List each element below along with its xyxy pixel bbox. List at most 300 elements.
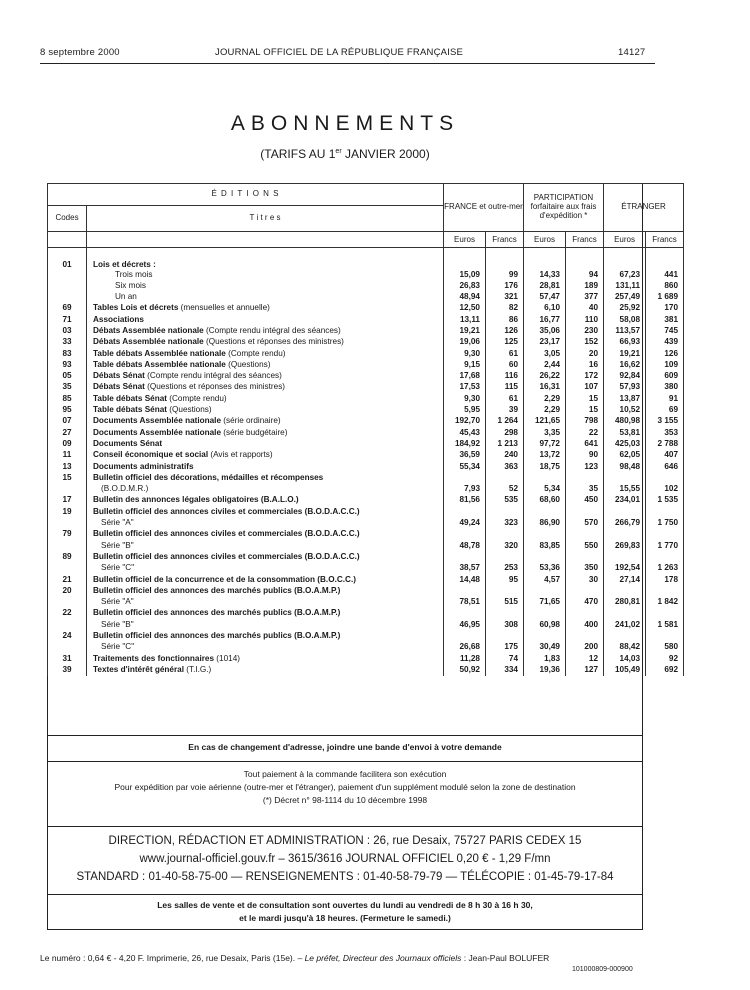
price-cell: 14,33 [524, 270, 566, 281]
price-cell: 88,42 [604, 642, 646, 653]
price-cell: 71,65 [524, 597, 566, 608]
price-cell: 18,75 [524, 462, 566, 473]
price-cell: 16,62 [604, 360, 646, 371]
footer-reference: 101000809-000900 [572, 966, 633, 973]
price-cell: 19,36 [524, 665, 566, 676]
row-title: Conseil économique et social (Avis et rapports) [87, 450, 444, 461]
price-cell: 53,36 [524, 563, 566, 574]
payment-line-2: Pour expédition par voie aérienne (outre-mer et l'étranger), paiement d'un supplément modulé selon la zone de destination [114, 782, 576, 792]
price-cell: 1 535 [646, 495, 684, 506]
price-cell: 81,56 [444, 495, 486, 506]
price-cell: 52 [486, 484, 524, 495]
price-cell: 91 [646, 394, 684, 405]
page-title: ABONNEMENTS [230, 112, 460, 135]
price-cell: 9,30 [444, 394, 486, 405]
unit-cell: Euros [444, 232, 486, 248]
price-cell: 26,22 [524, 371, 566, 382]
price-cell [444, 586, 486, 597]
price-cell: 2,44 [524, 360, 566, 371]
table-row [48, 518, 684, 529]
price-cell: 480,98 [604, 416, 646, 427]
price-cell: 189 [566, 281, 604, 292]
units-row [48, 232, 684, 248]
row-code [48, 541, 87, 552]
price-cell: 16,77 [524, 315, 566, 326]
price-cell: 3,05 [524, 349, 566, 360]
price-cell [486, 473, 524, 484]
price-cell: 4,57 [524, 575, 566, 586]
row-code: 71 [48, 315, 87, 326]
table-row [48, 484, 684, 495]
table-row [48, 575, 684, 586]
price-cell: 23,17 [524, 337, 566, 348]
row-code: 09 [48, 439, 87, 450]
price-cell [524, 608, 566, 619]
row-title: Traitements des fonctionnaires (1014) [87, 654, 444, 665]
table-row [48, 337, 684, 348]
table-row [48, 608, 684, 619]
price-cell: 441 [646, 270, 684, 281]
row-title: Table débats Assemblée nationale (Compte rendu) [87, 349, 444, 360]
price-cell [524, 507, 566, 518]
price-cell: 178 [646, 575, 684, 586]
unit-cell: Euros [524, 232, 566, 248]
row-title: Bulletin officiel des annonces civiles et commerciales (B.O.D.A.C.C.) [87, 529, 444, 540]
row-title: Table débats Assemblée nationale (Questions) [87, 360, 444, 371]
row-title: Série "C" [87, 563, 444, 574]
row-code: 35 [48, 382, 87, 393]
price-cell: 15 [566, 394, 604, 405]
price-cell [524, 529, 566, 540]
row-title: Débats Assemblée nationale (Questions et réponses des ministres) [87, 337, 444, 348]
price-cell [646, 507, 684, 518]
price-cell: 48,78 [444, 541, 486, 552]
price-cell [486, 586, 524, 597]
price-cell: 3 155 [646, 416, 684, 427]
row-code [48, 597, 87, 608]
price-cell: 363 [486, 462, 524, 473]
price-cell: 192,54 [604, 563, 646, 574]
price-cell [646, 248, 684, 270]
price-cell: 1,83 [524, 654, 566, 665]
price-cell: 253 [486, 563, 524, 574]
price-cell: 175 [486, 642, 524, 653]
price-cell: 3,35 [524, 428, 566, 439]
price-cell [646, 586, 684, 597]
price-cell [566, 248, 604, 270]
table-row [48, 552, 684, 563]
row-code [48, 563, 87, 574]
price-cell: 450 [566, 495, 604, 506]
price-cell: 535 [486, 495, 524, 506]
price-cell [524, 586, 566, 597]
unit-cell: Euros [604, 232, 646, 248]
table-row [48, 416, 684, 427]
row-code [48, 642, 87, 653]
price-cell: 172 [566, 371, 604, 382]
price-cell: 230 [566, 326, 604, 337]
website-minitel: www.journal-officiel.gouv.fr – 3615/3616 JOURNAL OFFICIEL 0,20 € - 1,29 F/mn [139, 853, 551, 865]
price-cell: 86 [486, 315, 524, 326]
row-title: Documents administratifs [87, 462, 444, 473]
row-title: Débats Assemblée nationale (Compte rendu intégral des séances) [87, 326, 444, 337]
row-code: 19 [48, 507, 87, 518]
price-cell: 78,51 [444, 597, 486, 608]
price-cell [524, 552, 566, 563]
price-cell: 234,01 [604, 495, 646, 506]
row-title: Bulletin officiel des annonces des marchés publics (B.O.A.M.P.) [87, 608, 444, 619]
price-cell [566, 631, 604, 642]
header-date: 8 septembre 2000 [40, 47, 120, 58]
price-cell: 45,43 [444, 428, 486, 439]
price-cell [566, 473, 604, 484]
price-cell: 35 [566, 484, 604, 495]
price-cell: 439 [646, 337, 684, 348]
price-cell [524, 248, 566, 270]
table-row [48, 315, 684, 326]
price-cell: 127 [566, 665, 604, 676]
row-title: Série "B" [87, 620, 444, 631]
direction-address: DIRECTION, RÉDACTION ET ADMINISTRATION : 26, rue Desaix, 75727 PARIS CEDEX 15 [108, 835, 582, 847]
price-cell [566, 586, 604, 597]
price-cell: 1 750 [646, 518, 684, 529]
price-cell: 15,55 [604, 484, 646, 495]
price-cell: 99 [486, 270, 524, 281]
price-cell: 860 [646, 281, 684, 292]
table-row [48, 507, 684, 518]
price-cell: 381 [646, 315, 684, 326]
price-cell: 17,68 [444, 371, 486, 382]
price-cell: 126 [486, 326, 524, 337]
table-row [48, 382, 684, 393]
price-cell: 400 [566, 620, 604, 631]
price-cell: 107 [566, 382, 604, 393]
price-cell: 6,10 [524, 303, 566, 314]
price-cell: 82 [486, 303, 524, 314]
table-row [48, 665, 684, 676]
row-code [48, 292, 87, 303]
price-cell: 113,57 [604, 326, 646, 337]
price-cell [444, 473, 486, 484]
price-cell [604, 473, 646, 484]
price-cell [486, 552, 524, 563]
price-cell: 269,83 [604, 541, 646, 552]
payment-notice [47, 761, 643, 826]
price-cell: 308 [486, 620, 524, 631]
price-cell: 515 [486, 597, 524, 608]
row-code: 07 [48, 416, 87, 427]
price-cell: 692 [646, 665, 684, 676]
row-title: Bulletin officiel des annonces des marchés publics (B.O.A.M.P.) [87, 586, 444, 597]
table-row [48, 529, 684, 540]
price-cell: 26,83 [444, 281, 486, 292]
price-cell: 26,68 [444, 642, 486, 653]
row-title: Débats Sénat (Questions et réponses des ministres) [87, 382, 444, 393]
header-editions: É D I T I O N S [48, 184, 444, 206]
decree-note: (*) Décret n° 98-1114 du 10 décembre 1998 [262, 795, 428, 805]
price-cell [604, 608, 646, 619]
price-cell: 2,29 [524, 394, 566, 405]
price-cell: 39 [486, 405, 524, 416]
price-cell: 74 [486, 654, 524, 665]
row-code: 27 [48, 428, 87, 439]
price-cell [604, 507, 646, 518]
price-cell: 12 [566, 654, 604, 665]
row-code: 15 [48, 473, 87, 484]
price-cell: 19,21 [604, 349, 646, 360]
header-rule [40, 63, 655, 64]
row-code: 69 [48, 303, 87, 314]
price-cell: 105,49 [604, 665, 646, 676]
tariff-table [47, 183, 684, 676]
row-title: Documents Sénat [87, 439, 444, 450]
price-cell: 1 770 [646, 541, 684, 552]
row-title: Tables Lois et décrets (mensuelles et annuelle) [87, 303, 444, 314]
price-cell [486, 507, 524, 518]
row-title: Six mois [87, 281, 444, 292]
price-cell: 257,49 [604, 292, 646, 303]
price-cell: 9,15 [444, 360, 486, 371]
price-cell: 110 [566, 315, 604, 326]
price-cell [486, 608, 524, 619]
price-cell: 241,02 [604, 620, 646, 631]
table-row [48, 563, 684, 574]
price-cell [646, 608, 684, 619]
price-cell: 48,94 [444, 292, 486, 303]
price-cell: 66,93 [604, 337, 646, 348]
price-cell: 68,60 [524, 495, 566, 506]
price-cell: 1 213 [486, 439, 524, 450]
header-page-number: 14127 [618, 47, 646, 58]
price-cell [486, 248, 524, 270]
header-codes: Codes [48, 206, 87, 232]
price-cell: 53,81 [604, 428, 646, 439]
row-code: 24 [48, 631, 87, 642]
price-cell: 745 [646, 326, 684, 337]
row-code: 03 [48, 326, 87, 337]
price-cell: 46,95 [444, 620, 486, 631]
price-cell: 609 [646, 371, 684, 382]
table-row [48, 631, 684, 642]
row-title: Bulletin officiel de la concurrence et de la consommation (B.O.C.C.) [87, 575, 444, 586]
price-cell: 16,31 [524, 382, 566, 393]
table-row [48, 597, 684, 608]
row-title: Bulletin officiel des annonces des marchés publics (B.O.A.M.P.) [87, 631, 444, 642]
table-row [48, 349, 684, 360]
price-cell: 67,23 [604, 270, 646, 281]
row-code: 05 [48, 371, 87, 382]
row-code [48, 281, 87, 292]
price-cell: 570 [566, 518, 604, 529]
price-cell: 2,29 [524, 405, 566, 416]
price-cell: 15 [566, 405, 604, 416]
price-cell [444, 631, 486, 642]
price-cell: 57,93 [604, 382, 646, 393]
table-row [48, 642, 684, 653]
price-cell [646, 631, 684, 642]
price-cell: 35,06 [524, 326, 566, 337]
price-cell: 152 [566, 337, 604, 348]
row-title: (B.O.D.M.R.) [87, 484, 444, 495]
row-title: Série "A" [87, 597, 444, 608]
price-cell [604, 552, 646, 563]
table-row [48, 439, 684, 450]
row-code: 21 [48, 575, 87, 586]
row-code [48, 270, 87, 281]
price-cell [486, 529, 524, 540]
price-cell: 12,50 [444, 303, 486, 314]
price-cell: 86,90 [524, 518, 566, 529]
price-cell: 170 [646, 303, 684, 314]
table-row [48, 450, 684, 461]
price-cell: 580 [646, 642, 684, 653]
price-cell: 57,47 [524, 292, 566, 303]
row-title: Documents Assemblée nationale (série budgétaire) [87, 428, 444, 439]
price-cell [566, 608, 604, 619]
address-change-notice: En cas de changement d'adresse, joindre une bande d'envoi à votre demande [47, 735, 643, 761]
price-cell: 25,92 [604, 303, 646, 314]
row-code: 83 [48, 349, 87, 360]
price-cell: 14,48 [444, 575, 486, 586]
price-cell: 55,34 [444, 462, 486, 473]
table-row [48, 473, 684, 484]
opening-hours-line-2: et le mardi jusqu'à 18 heures. (Fermeture le samedi.) [239, 913, 451, 923]
price-cell: 92 [646, 654, 684, 665]
row-title: Bulletin officiel des annonces civiles et commerciales (B.O.D.A.C.C.) [87, 507, 444, 518]
header-participation: PARTICIPATION forfaitaire aux frais d'expédition * [524, 184, 604, 232]
price-cell: 131,11 [604, 281, 646, 292]
price-cell: 102 [646, 484, 684, 495]
price-cell: 334 [486, 665, 524, 676]
header-journal: JOURNAL OFFICIEL DE LA RÉPUBLIQUE FRANÇAISE [215, 47, 464, 58]
row-title: Série "A" [87, 518, 444, 529]
price-cell: 115 [486, 382, 524, 393]
price-cell: 13,11 [444, 315, 486, 326]
price-cell: 320 [486, 541, 524, 552]
price-cell: 16 [566, 360, 604, 371]
table-row [48, 654, 684, 665]
price-cell [444, 552, 486, 563]
price-cell: 550 [566, 541, 604, 552]
price-cell [604, 631, 646, 642]
row-title: Série "B" [87, 541, 444, 552]
price-cell [444, 248, 486, 270]
row-title: Un an [87, 292, 444, 303]
row-title: Table débats Sénat (Questions) [87, 405, 444, 416]
unit-cell: Francs [486, 232, 524, 248]
price-cell: 15,09 [444, 270, 486, 281]
price-cell: 62,05 [604, 450, 646, 461]
price-cell [566, 552, 604, 563]
price-cell: 407 [646, 450, 684, 461]
row-code: 13 [48, 462, 87, 473]
price-cell: 30 [566, 575, 604, 586]
price-cell: 7,93 [444, 484, 486, 495]
row-code: 79 [48, 529, 87, 540]
price-cell: 30,49 [524, 642, 566, 653]
price-cell: 60 [486, 360, 524, 371]
price-cell: 14,03 [604, 654, 646, 665]
row-title: Bulletin des annonces légales obligatoires (B.A.L.O.) [87, 495, 444, 506]
price-cell: 50,92 [444, 665, 486, 676]
price-cell [604, 529, 646, 540]
row-title: Associations [87, 315, 444, 326]
price-cell [444, 608, 486, 619]
price-cell: 90 [566, 450, 604, 461]
header-titres: T i t r e s [87, 206, 444, 232]
price-cell: 36,59 [444, 450, 486, 461]
header-etranger: ÉTRANGER [604, 184, 684, 232]
row-code [48, 518, 87, 529]
price-cell: 13,72 [524, 450, 566, 461]
price-cell: 38,57 [444, 563, 486, 574]
price-cell: 298 [486, 428, 524, 439]
price-cell: 121,65 [524, 416, 566, 427]
table-row [48, 462, 684, 473]
row-code: 95 [48, 405, 87, 416]
price-cell [444, 529, 486, 540]
unit-cell: Francs [646, 232, 684, 248]
price-cell [566, 507, 604, 518]
price-cell: 1 581 [646, 620, 684, 631]
price-cell: 470 [566, 597, 604, 608]
unit-cell: Francs [566, 232, 604, 248]
table-row [48, 371, 684, 382]
price-cell: 123 [566, 462, 604, 473]
price-cell: 5,34 [524, 484, 566, 495]
table-row [48, 292, 684, 303]
table-row [48, 428, 684, 439]
footer-imprint: Le numéro : 0,64 € - 4,20 F. Imprimerie, 26, rue Desaix, Paris (15e). – Le préfet, Directeur des Journaux officiels : Jean-Paul BOLUFER [40, 953, 550, 963]
price-cell [646, 473, 684, 484]
row-code: 11 [48, 450, 87, 461]
table-row [48, 394, 684, 405]
table-row [48, 360, 684, 371]
row-title: Documents Assemblée nationale (série ordinaire) [87, 416, 444, 427]
price-cell: 1 263 [646, 563, 684, 574]
row-code: 17 [48, 495, 87, 506]
price-cell: 323 [486, 518, 524, 529]
price-cell: 13,87 [604, 394, 646, 405]
row-code: 01 [48, 248, 87, 270]
price-cell [524, 473, 566, 484]
price-cell: 176 [486, 281, 524, 292]
table-row [48, 541, 684, 552]
price-cell: 646 [646, 462, 684, 473]
price-cell: 240 [486, 450, 524, 461]
opening-hours [47, 894, 643, 930]
row-code: 20 [48, 586, 87, 597]
price-cell [486, 631, 524, 642]
price-cell [444, 507, 486, 518]
price-cell: 184,92 [444, 439, 486, 450]
table-row [48, 495, 684, 506]
price-cell: 350 [566, 563, 604, 574]
price-cell [524, 631, 566, 642]
price-cell [604, 248, 646, 270]
price-cell: 28,81 [524, 281, 566, 292]
table-row [48, 405, 684, 416]
price-cell: 20 [566, 349, 604, 360]
row-title: Débats Sénat (Compte rendu intégral des séances) [87, 371, 444, 382]
price-cell: 61 [486, 394, 524, 405]
price-cell: 27,14 [604, 575, 646, 586]
row-code [48, 620, 87, 631]
price-cell: 641 [566, 439, 604, 450]
price-cell: 94 [566, 270, 604, 281]
table-row [48, 303, 684, 314]
opening-hours-line-1: Les salles de vente et de consultation sont ouvertes du lundi au vendredi de 8 h 30 à 16 h 30, [157, 900, 533, 910]
